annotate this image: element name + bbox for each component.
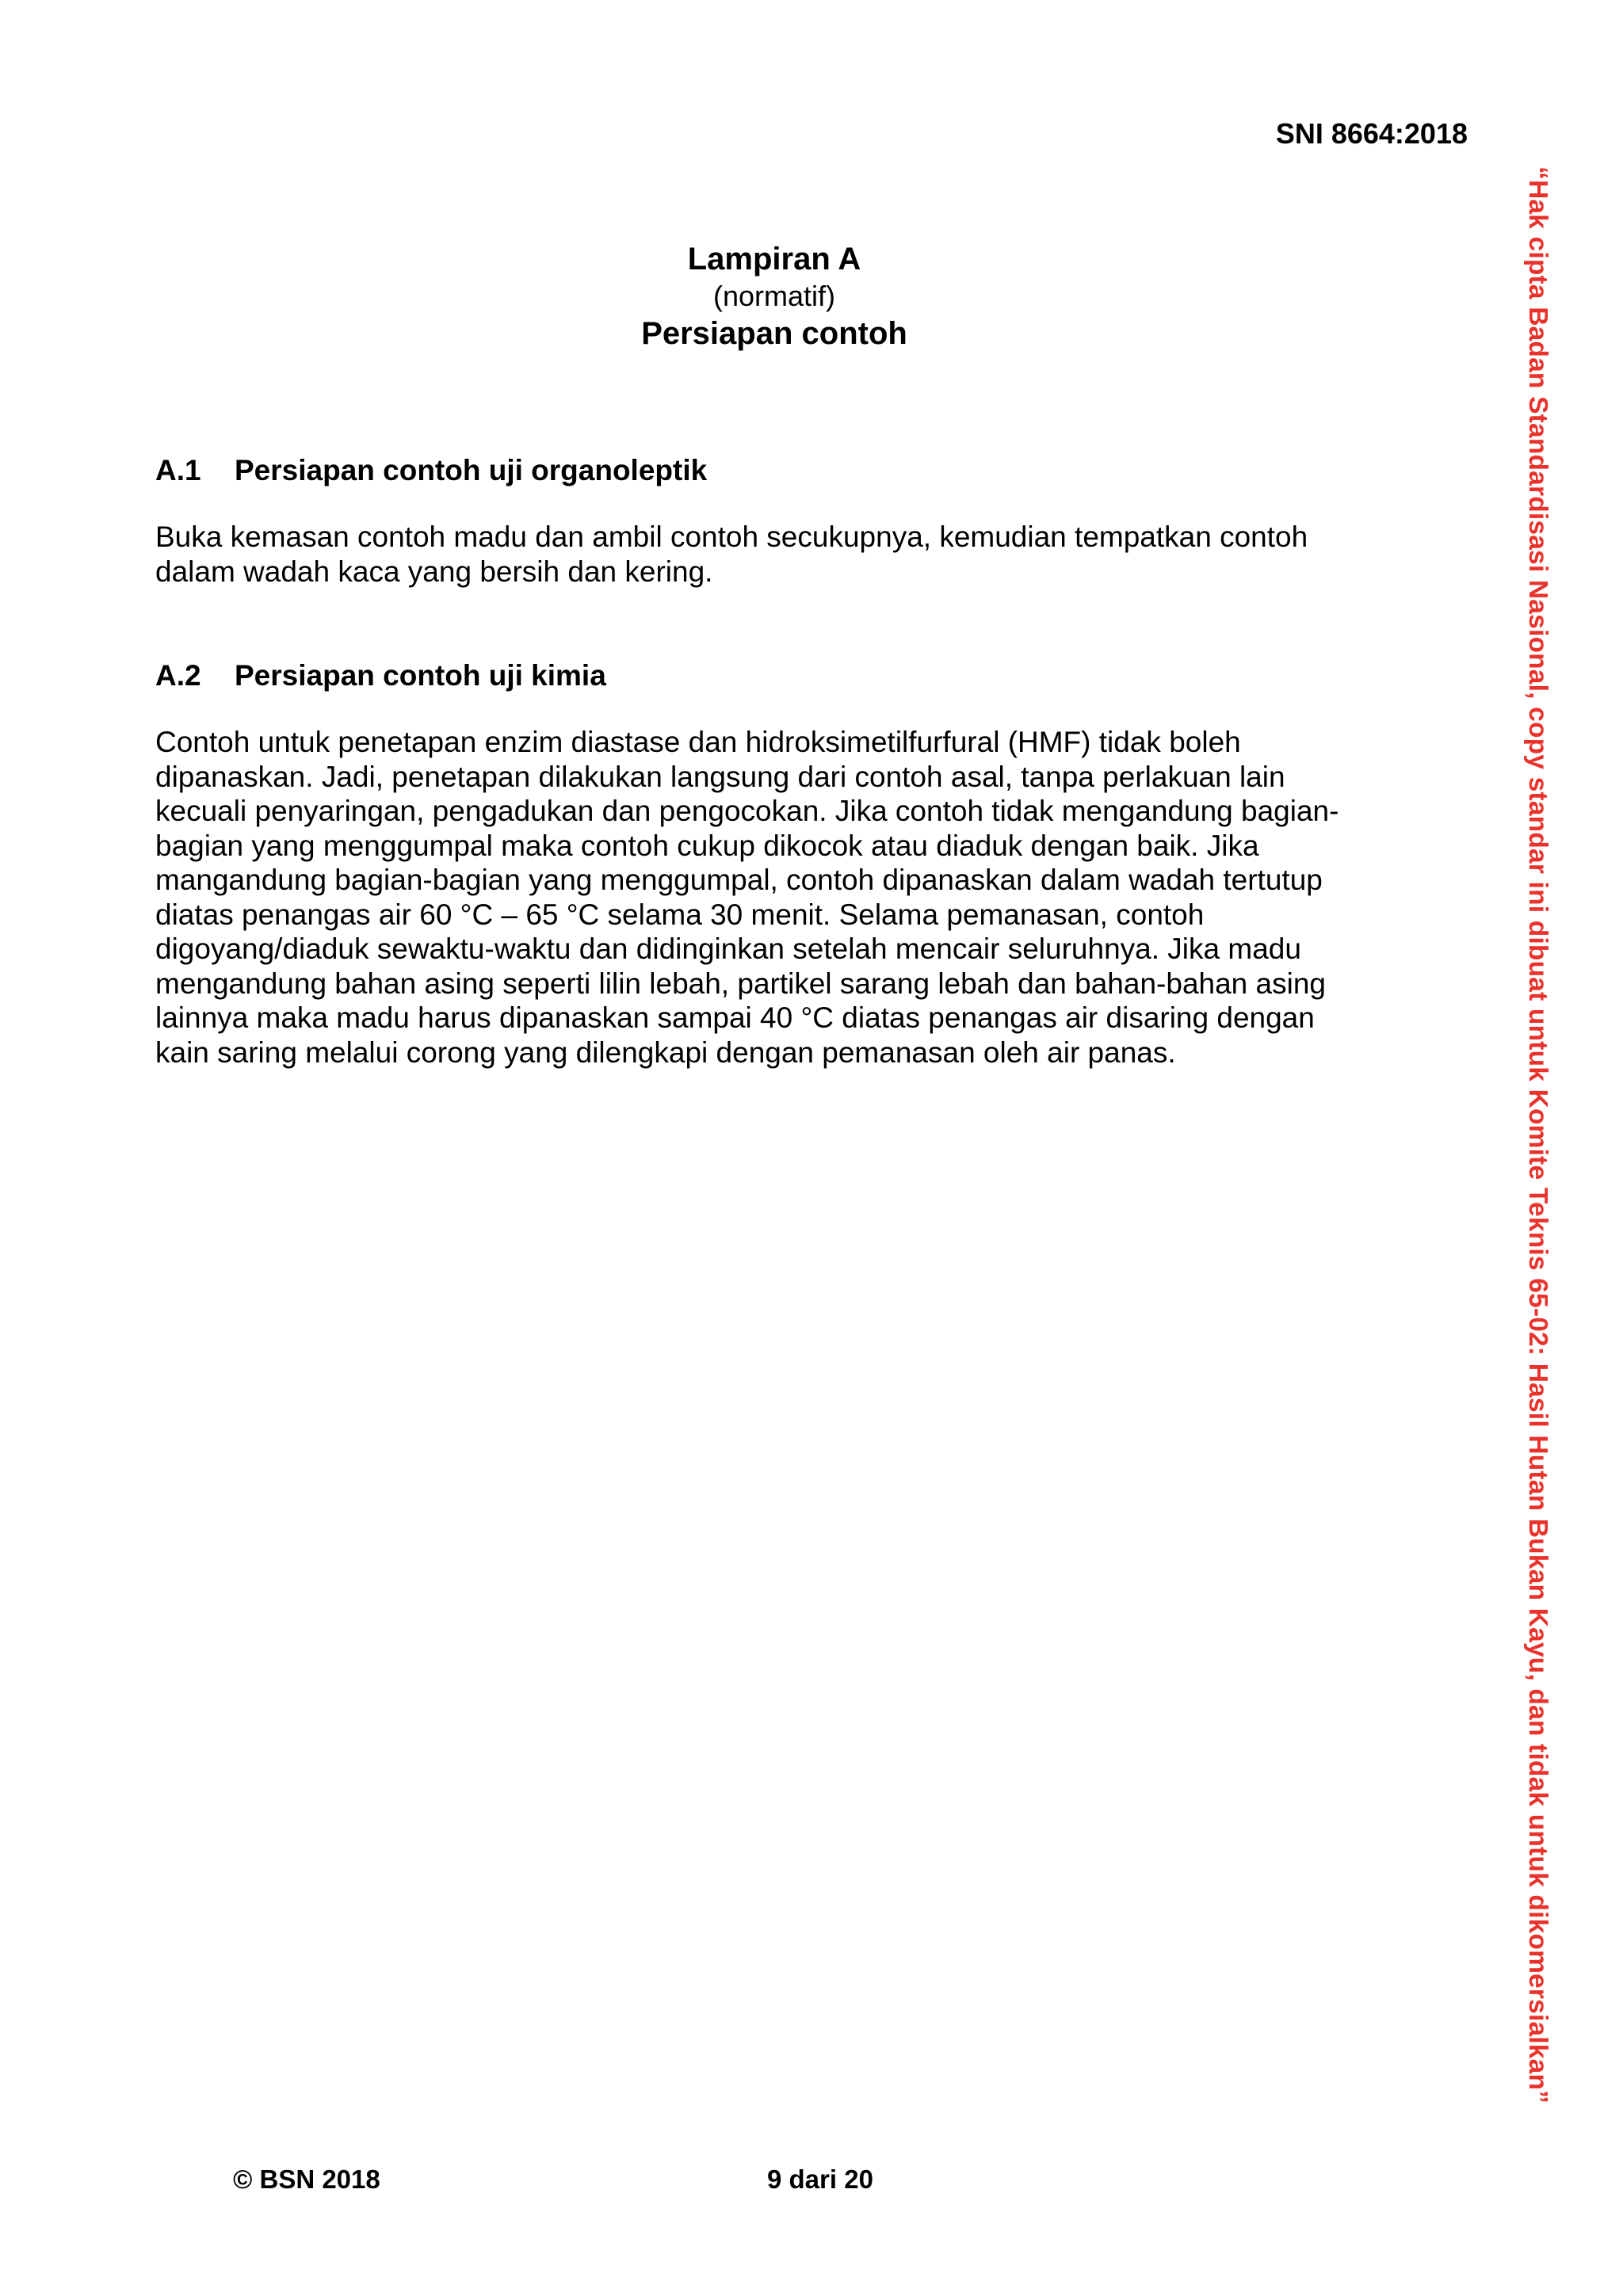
document-code: SNI 8664:2018: [1275, 117, 1468, 150]
paragraph-line: mengandung bahan asing seperti lilin lebah, partikel sarang lebah dan bahan-bahan asing: [155, 967, 1326, 1000]
section-a1: [155, 453, 1392, 589]
section-heading: [155, 658, 1392, 693]
paragraph-line: Contoh untuk penetapan enzim diastase dan hidroksimetilfurfural (HMF) tidak boleh: [155, 726, 1241, 758]
section-title: Persiapan contoh uji organoleptik: [235, 454, 708, 486]
annex-header: [0, 239, 1549, 353]
section-number: A.1: [155, 454, 201, 486]
footer-copyright: © BSN 2018: [233, 2164, 380, 2194]
annex-type: (normatif): [712, 280, 836, 312]
paragraph-line: kain saring melalui corong yang dilengkapi dengan pemanasan oleh air panas.: [155, 1035, 1176, 1069]
section-a2: [155, 658, 1392, 1070]
paragraph-line: kecuali penyaringan, pengadukan dan pengocokan. Jika contoh tidak mengandung bagian-: [155, 795, 1339, 827]
paragraph-line: dipanaskan. Jadi, penetapan dilakukan langsung dari contoh asal, tanpa perlakuan lain: [155, 760, 1285, 793]
paragraph-line: bagian yang menggumpal maka contoh cukup dikocok atau diaduk dengan baik. Jika: [155, 829, 1259, 862]
paragraph-line: diatas penangas air 60 °C – 65 °C selama 30 menit. Selama pemanasan, contoh: [155, 898, 1205, 931]
section-number: A.2: [155, 659, 201, 692]
section-paragraph: [155, 725, 1392, 1070]
section-title: Persiapan contoh uji kimia: [235, 659, 606, 692]
annex-subtitle: Persiapan contoh: [641, 316, 907, 351]
copyright-watermark-container: [1514, 166, 1561, 2139]
paragraph-line: digoyang/diaduk sewaktu-waktu dan didinginkan setelah mencair seluruhnya. Jika madu: [155, 933, 1301, 965]
annex-title: Lampiran A: [687, 242, 861, 277]
paragraph-line: mangandung bagian-bagian yang menggumpal, contoh dipanaskan dalam wadah tertutup: [155, 864, 1323, 896]
paragraph-line: dalam wadah kaca yang bersih dan kering.: [155, 555, 713, 588]
copyright-watermark: “Hak cipta Badan Standardisasi Nasional, copy standar ini dibuat untuk Komite Teknis 65-02: Hasil Hutan Bukan Kayu, dan tidak untuk dikomersialkan”: [1523, 166, 1552, 2104]
footer-page-number: 9 dari 20: [767, 2164, 873, 2194]
section-heading: [155, 453, 1392, 488]
section-paragraph: [155, 520, 1392, 589]
paragraph-line: Buka kemasan contoh madu dan ambil contoh secukupnya, kemudian tempatkan contoh: [155, 521, 1308, 553]
paragraph-line: lainnya maka madu harus dipanaskan sampai 40 °C diatas penangas air disaring dengan: [155, 1001, 1315, 1034]
